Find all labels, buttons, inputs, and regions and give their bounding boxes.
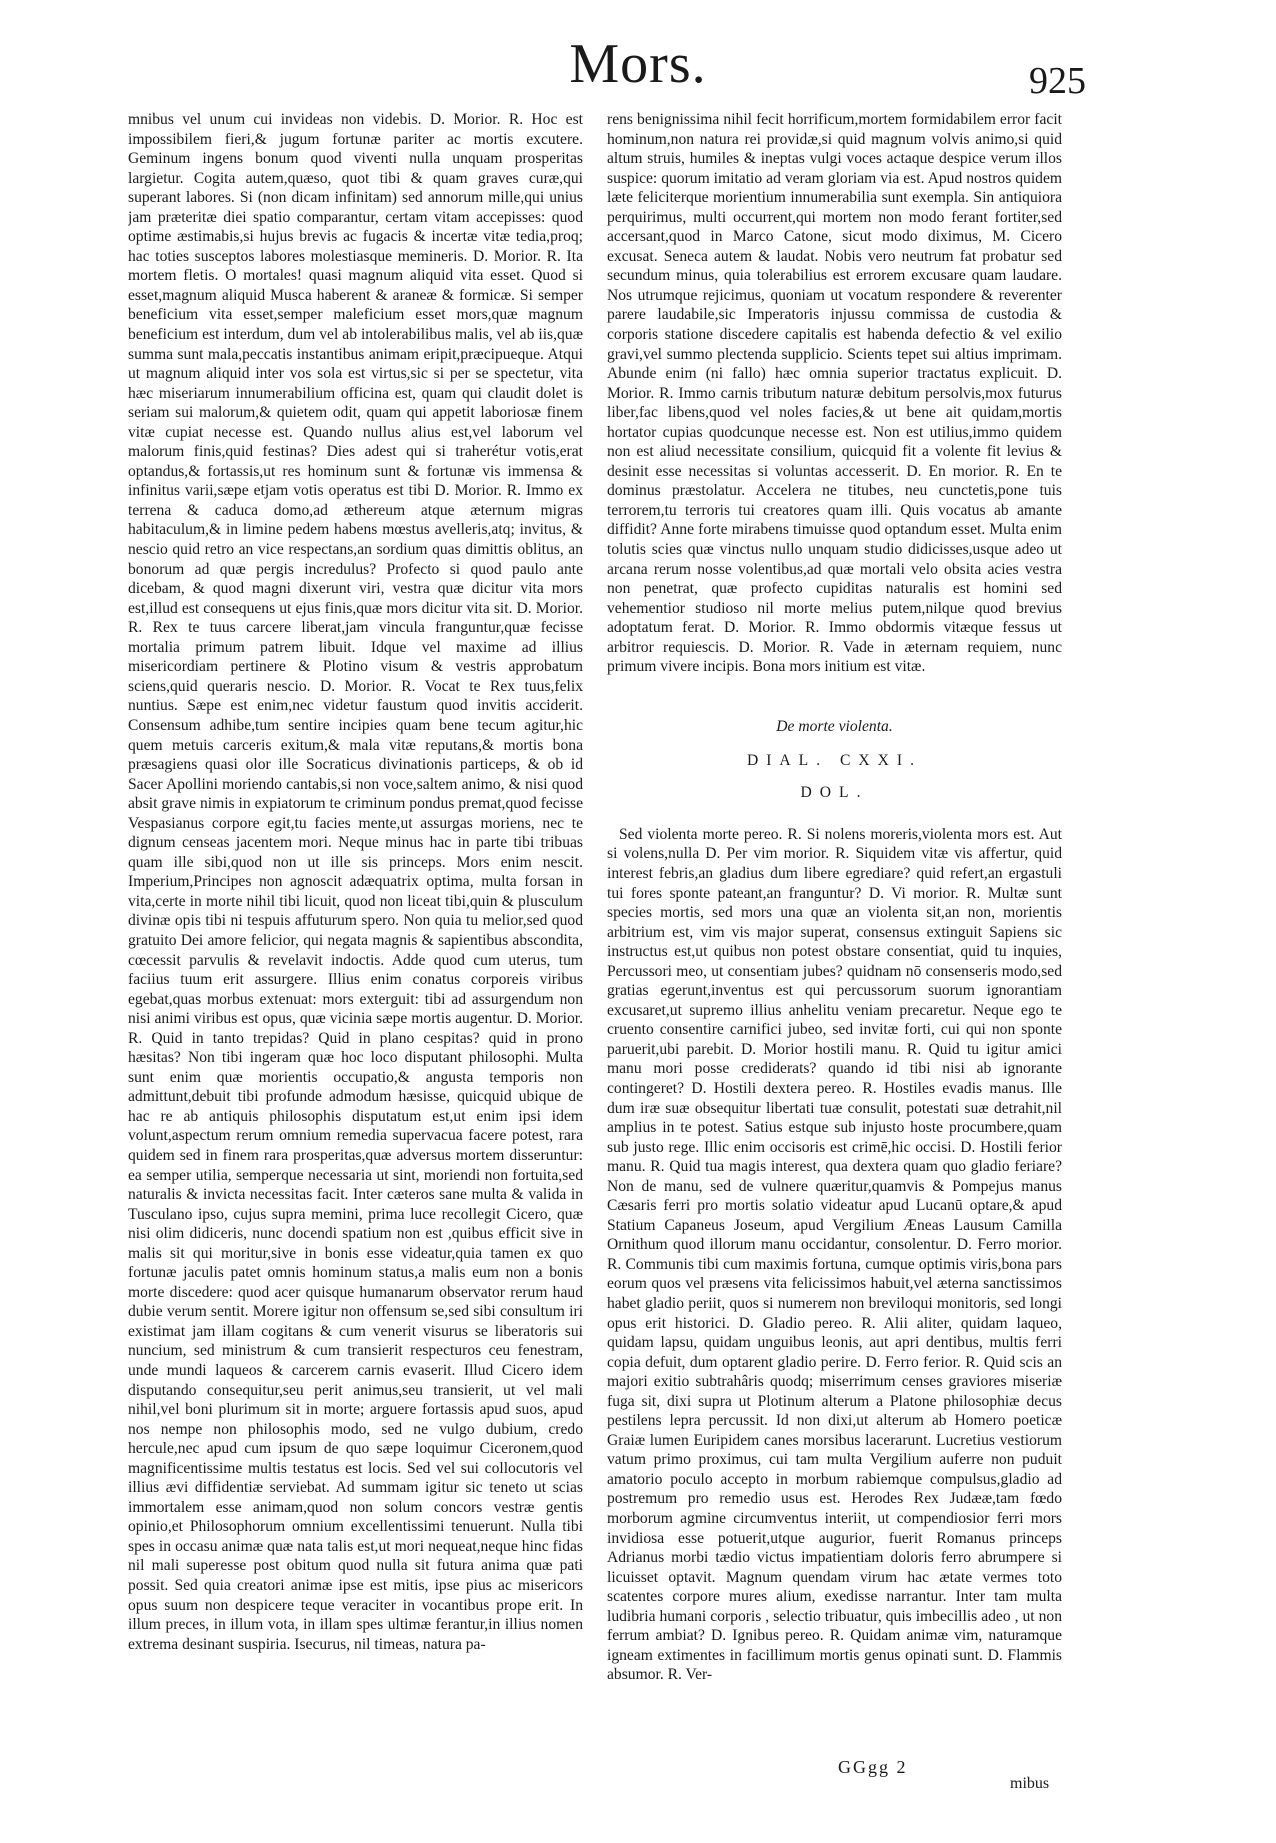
speaker-label: DOL.: [800, 783, 869, 801]
catchword: mibus: [1010, 1775, 1050, 1792]
right-column-paragraph-1: rens benignissima nihil fecit horrificum,mortem formidabilem error facit hominum,non natura rei providæ,si quid magnum volvis animo,si quid altum struis, humiles & ineptas vulgi voces actaque despice verum illos suspice: quorum imitatio ad veram gloriam via est. Apud nostros quidem læte feliciterque morientium innumerabilia sunt exempla. Sin antiquiora perquirimus, multi occurrent,qui mortem non modo ferant fortiter,sed accersant,quod in Marco Catone, sicut modo diximus, M. Cicero excusat. Seneca autem & laudat. Nobis vero neutrum fat probatur sed secundum minus, quia tolerabilius est errorem excusare quam laudare. Nos utrumque rejicimus, quoniam ut vocatum respondere & reverenter parere laudabile,sic Imperatoris injussu commissa de custodia & corporis statione discedere capitalis est habenda defectio & vel exilio gravi,vel summo plectenda supplicio. Scients tepet sui altius imprimam. Abunde enim (ni fallo) hæc omnia superior tractatus explicuit. D. Morior. R. Immo carnis tributum naturæ debitum persolvis,mox futurus liber,fac libens,quod vel noles facies,& ut bene ait quidam,mortis hortator cupias quodcunque necesse est. Non est utilius,immo quidem non est aliud necessitate consilium, quicquid fit a volente fit levius & desinit esse necessitas si voluntas accesserit. D. En morior. R. En te dominus præstolatur. Accelera ne titubes, neu cunctetis,pone tuis terrorem,tu terroris tui creatores quam illi. Quis vocatus ab amante diffidit? Anne forte mirabens timuisse quod optandum esset. Multa enim tolutis scies quæ vinctus nullo unquam studio didicisses,usque adeo ut arcana rerum nosse volentibus,ad quæ mortali velo obsita acies vestra non penetrat, quæ profecto cupiditas naturalis est homini sed vehementior studioso nil morte melius putem,nilque quod brevius adoptatum ferat. D. Morior. R. Immo obdormis vitæque fessus ut arbitror requiescis. D. Morior. R. Vade in æternam requiem, nunc primum vivere incipis. Bona mors initium est vitæ.: [607, 111, 1062, 676]
left-column: [128, 110, 583, 1750]
right-column-paragraph-2: Sed violenta morte pereo. R. Si nolens moreris,violenta mors est. Aut si volens,nulla D. Per vim morior. R. Siquidem vitæ vis affertur, quid interest febris,an gladius dum libere egrediare? quid refert,an ergastuli tui fores sponte pateant,an franguntur? D. Vi morior. R. Multæ sunt species mortis, sed mors una quæ an violenta sit,an non, morientis arbitrium est, vim vis major superat, consensus extinguit Sapiens sic instructus est,ut quibus non potest obstare consentiat, quid tu inquies, Percussori meo, ut consentiam jubes? quidnam nō consenseris modo,sed gratias egerunt,inventus est qui percussorum suorum ignorantiam excusaret,ut supremo illius anhelitu veniam precaretur. Neque ego te cruento consentire carnifici jubeo, sed invitæ forti, cui qui non sponte paruerit,ubi parebit. D. Morior hostili manu. R. Quid tu igitur amici manu mori posse crediderats? quando id tibi nisi ab ignorante contingeret? D. Hostili dextera pereo. R. Hostiles evadis manus. Ille dum iræ suæ obsequitur libertati tuæ consulit, potestati suæ detrahit,nil amplius in te potest. Satius estque sub injusto hoste procumbere,quam sub justo rege. Illic enim occisoris est crimē,hic occisi. D. Hostili ferior manu. R. Quid tua magis interest, qua dextera quam quo gladio feriare? Non de manu, sed de vulnere quæritur,quamvis & Pompejus manus Cæsaris ferri pro mortis solatio videatur apud Lucanū optare,& apud Statium Capaneus Joseum, apud Vergilium Æneas Lausum Camilla Ornithum quod illorum manu occidantur, consolentur. D. Ferro morior. R. Communis tibi cum maximis fortuna, cumque optimis viris,bona pars eorum quos vel præsens vita felicissimos habuit,vel æterna sanctissimos habet gladio periit, quos si numerem non breviloqui monitoris, sed longi opus erit historici. D. Gladio pereo. R. Alii aliter, quidam laqueo, quidam lapsu, quidam unguibus leonis, aut apri dentibus, multis ferri copia defuit, dum optarent gladio perire. D. Ferro ferior. R. Quid scis an majori exitio subtrahâris quodq; miserrimum censes graviores miseriæ fuga sit, dixi supra ut Plotinum alterum a Platone philosophiæ decus pestilens lepra percussit. Id non dixi,ut alterum ab Homero poeticæ Graiæ lumen Euripidem canes morsibus lacerarunt. Lucretius vestiorum vatum primo proximus, cui tam multa Vergilium auferre non puduit amatorio poculo accepto in morbum rabiemque compulsus,gladio ad postremum pro remedio usus est. Herodes Rex Judææ,tam fœdo morborum agmine circumventus interiit, ut compendiosior ferri mors invidiosa esse potuerit,utque augurior, fuerit Romanus princeps Adrianus morbi tædio victus impatientiam doloris ferro abrumpere si licuisset optavit. Magnum quendam virum hac ætate vermes toto scatentes corpore mures alium, exedisse narrantur. Inter tam multa ludibria humani corporis , selectio tribuatur, quis imbecillis adeo , ut non ferrum ambiat? D. Ignibus pereo. R. Quidam animæ vim, naturamque igneam extimentes in facillimum mortis genus opinati sunt. D. Flammis absumor. R. Ver-: [607, 825, 1062, 1684]
page-number: 925: [1029, 60, 1086, 102]
right-column: [607, 110, 1062, 1750]
section-heading: De morte violenta.: [776, 717, 893, 735]
left-column-text: mnibus vel unum cui invideas non videbis. D. Morior. R. Hoc est impossibilem fieri,& jugum fortunæ pariter ac mortis excutere. Geminum ingens bonum quod viventi nulla unquam prosperitas largietur. Cogita autem,quæso, quot tibi & quam graves curæ,qui superant labores. Si (non dicam infinitam) sed annorum mille,qui unius jam præteritæ diei spatio comparantur, certam vitam accepisses: quod optime æstimabis,si hujus brevis ac fugacis & incertæ vitæ tedia,proq; hac toties susceptos labores molestiasque memineris. D. Morior. R. Ita mortem fletis. O mortales! quasi magnum aliquid vita esset. Quod si esset,magnum aliquid Musca haberent & araneæ & formicæ. Si semper beneficium vita esset,semper maleficium esset mors,quæ magnum beneficium est interdum, dum vel ab intolerabilibus malis, vel ab iis,quæ summa sunt mala,peccatis instantibus animam eripit,præcipueque. Atqui ut magnum aliquid inter vos sola est virtus,sic si per se spectetur, vita hæc miseriarum innumerabilium officina est, quam qui claudit dolet is seriam sui malorum,& quietem odit, quam qui appetit laboriosæ finem vitæ cupiat necesse est. Quando nullus alius est,vel laborum vel malorum finis,quid festinas? Dies adest qui si traherétur votis,erat optandus,& fortassis,ut res hominum sunt & fortunæ vis immensa & infinitus varii,sæpe etjam votis operatus est tibi D. Morior. R. Immo ex terrena & caduca domo,ad æthereum atque æternum migras habitaculum,& in limine pedem habens mœstus avelleris,atq; invitus, & nescio quid retro an vice respectans,an sordium quas dimittis oblitus, an bonorum ad quæ pergis incredulus? Profecto si quod paulo ante dicebam, & quod magni dixerunt viri, vestra quæ dicitur vita mors est,illud est consequens ut ejus finis,quæ mors dicitur vita sit. D. Morior. R. Rex te tuus carcere liberat,jam vincula franguntur,quæ fecisse mortalia primum patrem libuit. Idque vel maxime ad illius misericordiam pertinere & Plotino visum & vestris approbatum sciens,quid queraris nescio. D. Morior. R. Vocat te Rex tuus,felix nuntius. Sæpe est enim,nec videtur faustum quod invitis acciderit. Consensum adhibe,tum sentire incipies quam bene tecum agitur,hic quem metuis carceris exitum,& mala vitæ reputans,& mortis bona præsagiens quasi olor ille Socraticus divinationis particeps, & ob id Sacer Apollini moriendo cantabis,si non voce,saltem animo, & nisi quod absit grave nimis in expiatorum te criminum pondus premat,quod fecisse Vespasianus corpore egit,tu facies mente,ut assurgas moriens, nec te dignum censeas jacentem mori. Neque minus hac in parte tibi tribuas quam ille sibi,quod non ut ille sis princeps. Mors enim nescit. Imperium,Principes non agnoscit adæquatrix optima, multa forsan in vita,certe in morte nihil tibi licuit, quod non liceat tibi,quin & plusculum divinæ opis tibi ni tespuis affuturum spero. Non quia tu melior,sed quod gratuito Dei amore felicior, qui negata magnis & sapientibus abscondita, cœcessit parvulis & revelavit indoctis. Adde quod cum uterus, tum faciius tuum erit assurgere. Illius enim conatus corporeis viribus egebat,quas morbus extenuat: mors exterguit: tibi ad assurgendum non nisi animi viribus est opus, quæ vicinia sæpe mortis augentur. D. Morior. R. Quid in tanto trepidas? Quid in plano cespitas? quid in prono hæsitas? Non tibi ingeram quæ hoc loco disputant philosophi. Multa sunt enim quæ morientis occupatio,& angusta temporis non admittunt,debuit tibi profunde admodum hæsisse, quicquid ubique de hac re ab antiquis philosophis disputatum est,ut enim ipsi idem volunt,aspectum rerum omnium remedia supervacua facere potest, rara quidem sed in finem rara prosperitas,quæ adversus mortem disseruntur: ea semper utilia, semperque necessaria ut sint, moriendi non fortuita,sed naturalis & invicta necessitas facit. Inter cæteros sane multa & valida in Tusculano ipso, cujus supra memini, prima luce recollegit Cicero, quæ nisi olim didiceris, nunc docendi spatium non est ,quibus efficit sive in malis sit qui moritur,sive in bonis esse videatur,quia tamen ex quo fortunæ jaculis patet omnis hominum status,a malis eum non a bonis morte discedere: quod acer quisque humanarum observator rerum haud dubie verum sentit. Morere igitur non offensum se,sed sibi consultum iri existimat jam illam cogitans & cum venerit visurus se liberatoris sui nuncium, sed ministrum & cum transierit respecturos ceu fenestram, unde mundi laqueos & carcerem carnis evaserit. Illud Cicero idem disputando consequitur,seu perit animus,seu transierit, ut vel mali nihil,vel boni plurimum sit in morte; arguere fortassis apud suos, apud nos nempe non philosophis modo, sed ne vulgo dubium, credo hercule,nec apud cum ipsum de quo sæpe loquimur Ciceronem,quod magnificentissime multis testatus est locis. Sed vel sui collocutoris vel illius ævi diffidentiæ serviebat. Ad summam igitur sic teneto ut scias immortalem esse animam,quod non solum concors vestræ gentis opinio,et Philosophorum omnium excellentissimi tenuerunt. Nulla tibi spes in occasu animæ quæ nata talis est,ut mori nequeat,neque hinc fidas nil mali superesse post obitum quod nulla sit futura anima quæ pati possit. Sed quia creatori animæ ipse est mitis, ipse pius ac misericors opus suum non despicere teque veraciter in vocantibus prope erit. In illum preces, in illum vota, in illam spes ultimæ ferantur,in illius nomen extrema desinant suspiria. Isecurus, nil timeas, natura pa-: [128, 111, 583, 1653]
signature-mark: GGgg 2: [838, 1757, 908, 1777]
dialogue-number: DIAL. CXXI.: [746, 751, 923, 769]
running-head: Mors.: [569, 33, 707, 95]
